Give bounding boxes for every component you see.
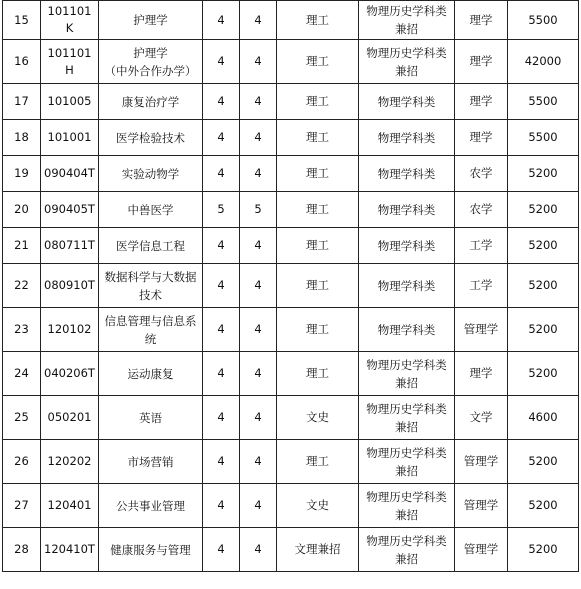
major-code-cell: 120202 (41, 440, 99, 484)
row-number-cell: 16 (3, 40, 41, 84)
major-name-cell: 护理学 (99, 1, 203, 40)
major-name-cell: 实验动物学 (99, 156, 203, 192)
category-cell: 文理兼招 (277, 528, 359, 572)
tuition-fee-cell: 5500 (508, 1, 579, 40)
major-code-cell: 120410T (41, 528, 99, 572)
major-code-cell: 080711T (41, 228, 99, 264)
enrollment-mode-cell: 物理历史学科类 兼招 (359, 528, 455, 572)
table-row (3, 40, 579, 84)
major-name-cell: 中兽医学 (99, 192, 203, 228)
tuition-fee-cell: 5200 (508, 352, 579, 396)
study-years-cell: 5 (203, 192, 240, 228)
major-code-cell: 101001 (41, 120, 99, 156)
category-cell: 理工 (277, 1, 359, 40)
category-cell: 理工 (277, 440, 359, 484)
degree-years-cell: 4 (240, 396, 277, 440)
row-number-cell: 21 (3, 228, 41, 264)
table-row (3, 84, 579, 120)
tuition-fee-cell: 5200 (508, 228, 579, 264)
row-number-cell: 15 (3, 1, 41, 40)
major-name-cell: 护理学 （中外合作办学） (99, 40, 203, 84)
category-cell: 理工 (277, 120, 359, 156)
row-number-cell: 27 (3, 484, 41, 528)
table-row (3, 308, 579, 352)
study-years-cell: 4 (203, 484, 240, 528)
major-code-cell: 120102 (41, 308, 99, 352)
discipline-cell: 管理学 (455, 440, 508, 484)
tuition-fee-cell: 5200 (508, 192, 579, 228)
discipline-cell: 管理学 (455, 528, 508, 572)
table-row (3, 484, 579, 528)
row-number-cell: 17 (3, 84, 41, 120)
study-years-cell: 4 (203, 308, 240, 352)
major-name-cell: 市场营销 (99, 440, 203, 484)
degree-years-cell: 4 (240, 40, 277, 84)
tuition-fee-cell: 5200 (508, 440, 579, 484)
tuition-fee-cell: 4600 (508, 396, 579, 440)
row-number-cell: 28 (3, 528, 41, 572)
degree-years-cell: 4 (240, 264, 277, 308)
row-number-cell: 24 (3, 352, 41, 396)
enrollment-mode-cell: 物理学科类 (359, 192, 455, 228)
enrollment-mode-cell: 物理历史学科类 兼招 (359, 396, 455, 440)
discipline-cell: 理学 (455, 352, 508, 396)
major-code-cell: 090405T (41, 192, 99, 228)
tuition-fee-cell: 5200 (508, 528, 579, 572)
enrollment-mode-cell: 物理学科类 (359, 84, 455, 120)
major-code-cell: 090404T (41, 156, 99, 192)
row-number-cell: 22 (3, 264, 41, 308)
major-name-cell: 康复治疗学 (99, 84, 203, 120)
discipline-cell: 工学 (455, 228, 508, 264)
row-number-cell: 23 (3, 308, 41, 352)
enrollment-mode-cell: 物理学科类 (359, 264, 455, 308)
enrollment-mode-cell: 物理学科类 (359, 156, 455, 192)
tuition-fee-cell: 42000 (508, 40, 579, 84)
category-cell: 理工 (277, 264, 359, 308)
study-years-cell: 4 (203, 352, 240, 396)
discipline-cell: 农学 (455, 192, 508, 228)
tuition-fee-cell: 5200 (508, 156, 579, 192)
major-name-cell: 信息管理与信息系 统 (99, 308, 203, 352)
discipline-cell: 理学 (455, 1, 508, 40)
category-cell: 理工 (277, 40, 359, 84)
major-code-cell: 120401 (41, 484, 99, 528)
tuition-fee-cell: 5500 (508, 84, 579, 120)
discipline-cell: 农学 (455, 156, 508, 192)
study-years-cell: 4 (203, 156, 240, 192)
major-name-cell: 公共事业管理 (99, 484, 203, 528)
category-cell: 理工 (277, 308, 359, 352)
table-row (3, 228, 579, 264)
major-code-cell: 101101K (41, 1, 99, 40)
major-name-cell: 医学检验技术 (99, 120, 203, 156)
degree-years-cell: 4 (240, 120, 277, 156)
degree-years-cell: 4 (240, 528, 277, 572)
table-row (3, 352, 579, 396)
degree-years-cell: 4 (240, 1, 277, 40)
major-name-cell: 英语 (99, 396, 203, 440)
major-name-cell: 医学信息工程 (99, 228, 203, 264)
degree-years-cell: 4 (240, 484, 277, 528)
major-code-cell: 101005 (41, 84, 99, 120)
tuition-fee-cell: 5200 (508, 484, 579, 528)
discipline-cell: 管理学 (455, 308, 508, 352)
degree-years-cell: 4 (240, 228, 277, 264)
enrollment-mode-cell: 物理历史学科类 兼招 (359, 440, 455, 484)
category-cell: 理工 (277, 84, 359, 120)
major-name-cell: 运动康复 (99, 352, 203, 396)
degree-years-cell: 4 (240, 440, 277, 484)
row-number-cell: 20 (3, 192, 41, 228)
study-years-cell: 4 (203, 528, 240, 572)
discipline-cell: 理学 (455, 84, 508, 120)
degree-years-cell: 5 (240, 192, 277, 228)
row-number-cell: 25 (3, 396, 41, 440)
row-number-cell: 26 (3, 440, 41, 484)
discipline-cell: 工学 (455, 264, 508, 308)
degree-years-cell: 4 (240, 84, 277, 120)
category-cell: 理工 (277, 192, 359, 228)
row-number-cell: 18 (3, 120, 41, 156)
row-number-cell: 19 (3, 156, 41, 192)
category-cell: 理工 (277, 228, 359, 264)
major-code-cell: 080910T (41, 264, 99, 308)
category-cell: 理工 (277, 352, 359, 396)
majors-table (2, 0, 579, 572)
degree-years-cell: 4 (240, 156, 277, 192)
table-row (3, 156, 579, 192)
category-cell: 文史 (277, 484, 359, 528)
major-name-cell: 健康服务与管理 (99, 528, 203, 572)
study-years-cell: 4 (203, 40, 240, 84)
major-name-cell: 数据科学与大数据 技术 (99, 264, 203, 308)
degree-years-cell: 4 (240, 308, 277, 352)
tuition-fee-cell: 5500 (508, 120, 579, 156)
table-row (3, 396, 579, 440)
category-cell: 文史 (277, 396, 359, 440)
majors-table-body (3, 1, 579, 572)
table-row (3, 192, 579, 228)
study-years-cell: 4 (203, 440, 240, 484)
enrollment-mode-cell: 物理历史学科类 兼招 (359, 352, 455, 396)
study-years-cell: 4 (203, 228, 240, 264)
discipline-cell: 理学 (455, 120, 508, 156)
tuition-fee-cell: 5200 (508, 264, 579, 308)
table-row (3, 120, 579, 156)
study-years-cell: 4 (203, 1, 240, 40)
enrollment-mode-cell: 物理学科类 (359, 228, 455, 264)
enrollment-mode-cell: 物理历史学科类 兼招 (359, 1, 455, 40)
study-years-cell: 4 (203, 120, 240, 156)
discipline-cell: 文学 (455, 396, 508, 440)
degree-years-cell: 4 (240, 352, 277, 396)
major-code-cell: 050201 (41, 396, 99, 440)
enrollment-mode-cell: 物理历史学科类 兼招 (359, 40, 455, 84)
table-row (3, 264, 579, 308)
study-years-cell: 4 (203, 396, 240, 440)
enrollment-mode-cell: 物理历史学科类 兼招 (359, 484, 455, 528)
table-row (3, 440, 579, 484)
tuition-fee-cell: 5200 (508, 308, 579, 352)
enrollment-mode-cell: 物理学科类 (359, 308, 455, 352)
discipline-cell: 管理学 (455, 484, 508, 528)
discipline-cell: 理学 (455, 40, 508, 84)
major-code-cell: 040206T (41, 352, 99, 396)
study-years-cell: 4 (203, 84, 240, 120)
table-row (3, 528, 579, 572)
category-cell: 理工 (277, 156, 359, 192)
major-code-cell: 101101H (41, 40, 99, 84)
study-years-cell: 4 (203, 264, 240, 308)
table-row (3, 1, 579, 40)
enrollment-mode-cell: 物理学科类 (359, 120, 455, 156)
